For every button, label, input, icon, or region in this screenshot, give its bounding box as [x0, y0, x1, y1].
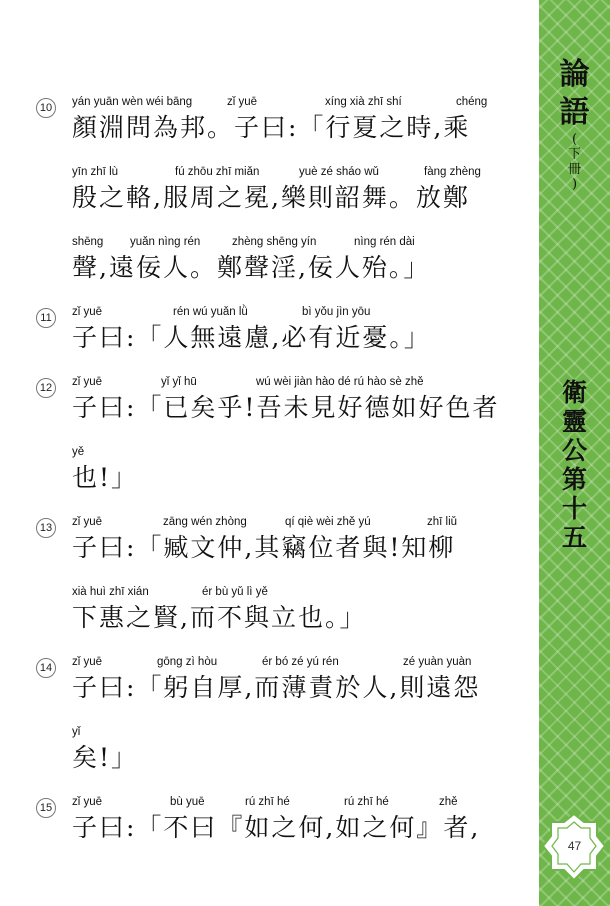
pinyin-line [72, 726, 542, 740]
book-title [539, 56, 610, 132]
pinyin-segment: yǐ [72, 726, 81, 738]
classical-chinese-line: 也!」 [72, 463, 139, 492]
pinyin-segment: zǐ yuē [72, 796, 103, 808]
pinyin-line [72, 656, 542, 670]
pinyin-segment: wú wèi jiàn hào dé rú hào sè zhě [256, 376, 424, 388]
text-line [36, 726, 506, 796]
pinyin-line [72, 516, 542, 530]
verse-number: 14 [36, 658, 56, 678]
pinyin-segment: chéng [456, 96, 488, 108]
chapter-title-char: 靈 [561, 407, 587, 436]
pinyin-segment: zé yuàn yuàn [403, 656, 472, 668]
verse-number: 10 [36, 98, 56, 118]
text-line [36, 446, 506, 516]
pinyin-segment: ér bó zé yú rén [262, 656, 339, 668]
page-number: 47 [567, 839, 582, 853]
book-title-char: 語 [559, 95, 590, 130]
verse-number: 12 [36, 378, 56, 398]
page-number-badge [539, 810, 610, 890]
text-line [36, 96, 506, 166]
text-line [36, 306, 506, 376]
classical-chinese-line: 下惠之賢,而不與立也。」 [72, 603, 367, 632]
pinyin-segment: rú zhī hé [344, 796, 389, 808]
classical-chinese-line: 顏淵問為邦。子曰:「行夏之時,乘 [72, 113, 471, 142]
text-line [36, 376, 506, 446]
pinyin-segment: zhī liǔ [427, 516, 458, 528]
verse-number: 13 [36, 518, 56, 538]
pinyin-segment: qí qiè wèi zhě yú [285, 516, 371, 528]
pinyin-segment: rén wú yuǎn lǜ [173, 306, 248, 318]
pinyin-segment: fàng zhèng [424, 166, 481, 178]
classical-chinese-line: 聲,遠佞人。鄭聲淫,佞人殆。」 [72, 253, 431, 282]
pinyin-segment: yīn zhī lù [72, 166, 119, 178]
pinyin-segment: rú zhī hé [245, 796, 290, 808]
pinyin-segment: shēng [72, 236, 104, 248]
book-volume-char: ( [571, 132, 578, 147]
pinyin-line [72, 166, 542, 180]
pinyin-segment: yǐ yǐ hū [161, 376, 197, 388]
pinyin-segment: yuè zé sháo wǔ [299, 166, 379, 178]
classical-chinese-line: 子曰:「不曰『如之何,如之何』者, [72, 813, 481, 842]
text-line [36, 516, 506, 586]
text-line [36, 796, 506, 866]
chapter-title-char: 衛 [561, 378, 587, 407]
pinyin-segment: zǐ yuē [72, 516, 103, 528]
pinyin-line [72, 796, 542, 810]
text-line [36, 656, 506, 726]
chapter-title-char: 五 [561, 523, 587, 552]
pinyin-segment: zǐ yuē [72, 656, 103, 668]
main-text-column [36, 92, 506, 866]
classical-chinese-line: 矣!」 [72, 743, 139, 772]
text-line [36, 236, 506, 306]
sidebar-tab [539, 0, 610, 906]
pinyin-segment: bì yǒu jìn yōu [302, 306, 371, 318]
pinyin-segment: xià huì zhī xián [72, 586, 149, 598]
pinyin-segment: yán yuān wèn wéi bāng [72, 96, 193, 108]
pinyin-line [72, 96, 542, 110]
pinyin-segment: yě [72, 446, 85, 458]
pinyin-segment: xíng xià zhī shí [325, 96, 402, 108]
text-line [36, 586, 506, 656]
pinyin-line [72, 306, 542, 320]
pinyin-segment: ér bù yǔ lì yě [202, 586, 268, 598]
chapter-title [539, 378, 610, 552]
chapter-title-char: 十 [561, 494, 587, 523]
chapter-title-char: 第 [561, 465, 587, 494]
pinyin-line [72, 376, 542, 390]
classical-chinese-line: 子曰:「臧文仲,其竊位者與!知柳 [72, 533, 456, 562]
book-title-char: 論 [559, 57, 590, 92]
classical-chinese-line: 子曰:「已矣乎!吾未見好德如好色者 [72, 393, 500, 422]
verse-number: 11 [36, 308, 56, 328]
classical-chinese-line: 子曰:「人無遠慮,必有近憂。」 [72, 323, 431, 352]
book-volume-char: ) [571, 177, 578, 192]
pinyin-line [72, 236, 542, 250]
verse-number: 15 [36, 798, 56, 818]
pinyin-segment: zhě [439, 796, 458, 808]
pinyin-segment: zhèng shēng yín [232, 236, 317, 248]
pinyin-segment: fú zhōu zhī miǎn [175, 166, 260, 178]
classical-chinese-line: 子曰:「躬自厚,而薄責於人,則遠怨 [72, 673, 481, 702]
pinyin-segment: zāng wén zhòng [163, 516, 247, 528]
book-volume [539, 132, 610, 192]
pinyin-line [72, 586, 542, 600]
pinyin-segment: bù yuē [170, 796, 205, 808]
pinyin-segment: zǐ yuē [227, 96, 258, 108]
pinyin-segment: nìng rén dài [354, 236, 415, 248]
pinyin-segment: gōng zì hòu [157, 656, 218, 668]
pinyin-line [72, 446, 542, 460]
pinyin-segment: zǐ yuē [72, 376, 103, 388]
classical-chinese-line: 殷之輅,服周之冕,樂則韶舞。放鄭 [72, 183, 470, 212]
chapter-title-char: 公 [561, 436, 587, 465]
pinyin-segment: zǐ yuē [72, 306, 103, 318]
text-line [36, 166, 506, 236]
pinyin-segment: yuǎn nìng rén [130, 236, 201, 248]
book-volume-char: 冊 [567, 162, 581, 177]
book-volume-char: 下 [567, 147, 581, 162]
